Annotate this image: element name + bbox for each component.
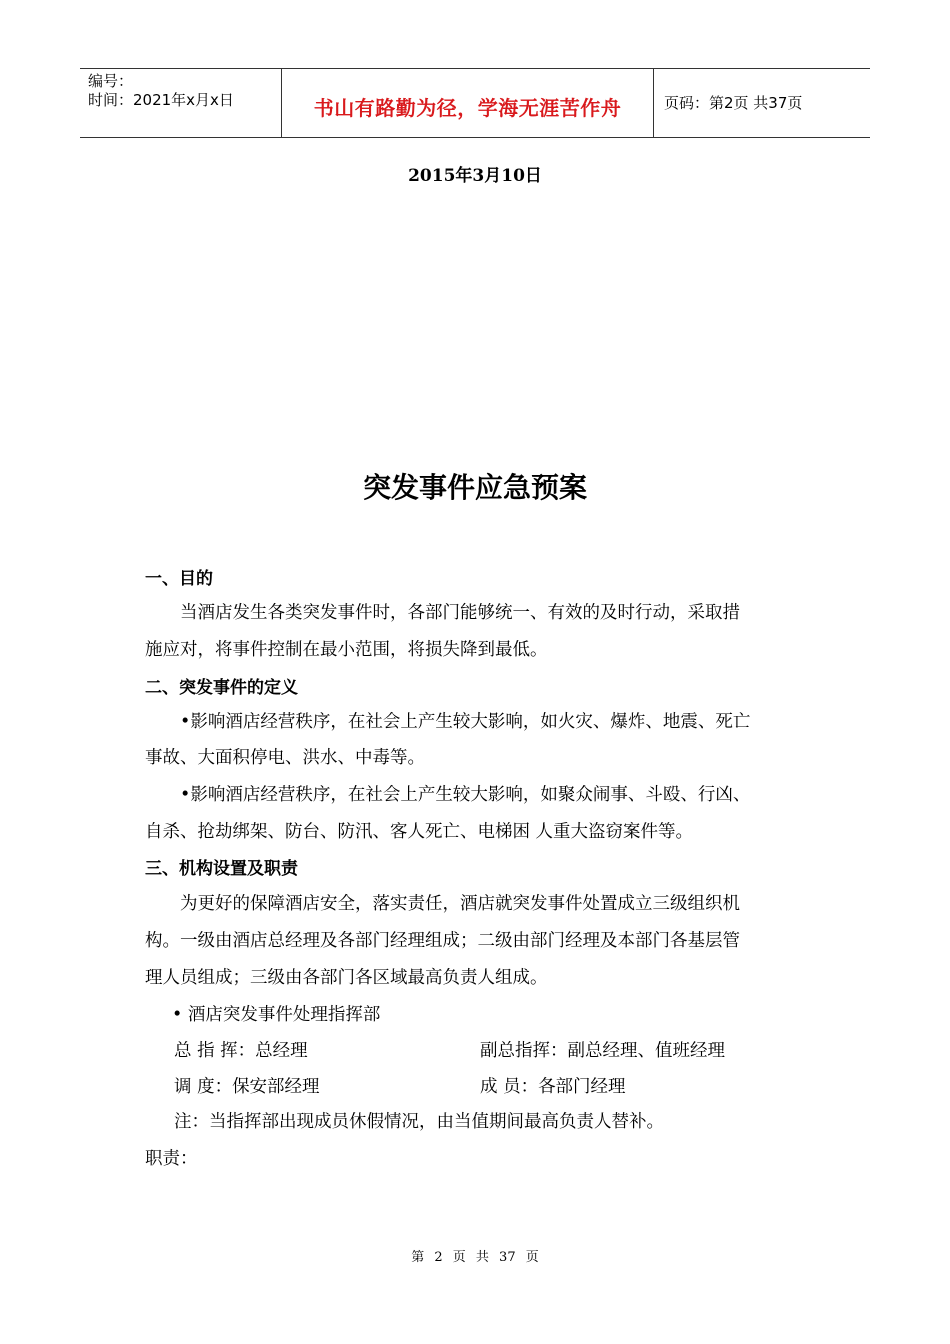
note-line: 注：当指挥部出现成员休假情况，由当值期间最高负责人替补。 <box>174 1112 664 1132</box>
number-label: 编号： <box>88 72 134 90</box>
vice-commander-line: 副总指挥：副总经理、值班经理 <box>480 1041 725 1061</box>
paragraph-line: 理人员组成；三级由各部门各区域最高负责人组成。 <box>145 968 548 988</box>
sub-heading-command: • 酒店突发事件处理指挥部 <box>172 1005 381 1025</box>
bullet-line: •影响酒店经营秩序，在社会上产生较大影响，如火灾、爆炸、地震、死亡 <box>180 712 751 732</box>
time-label: 时间：2021年x月x日 <box>88 91 234 109</box>
paragraph-line: 自杀、抢劫绑架、防台、防汛、客人死亡、电梯困 人重大盗窃案件等。 <box>145 822 694 842</box>
header-page-cell <box>654 69 870 137</box>
commander-line: 总 指 挥：总经理 <box>174 1041 308 1061</box>
header-motto-cell <box>282 69 654 137</box>
header-meta-cell <box>80 69 282 137</box>
header-table <box>80 68 870 138</box>
motto: 书山有路勤为径，学海无涯苦作舟 <box>313 96 622 120</box>
paragraph-line: 构。一级由酒店总经理及各部门经理组成；二级由部门经理及本部门各基层管 <box>145 931 740 951</box>
section-heading-definition: 二、突发事件的定义 <box>145 678 298 698</box>
paragraph-line: 为更好的保障酒店安全，落实责任，酒店就突发事件处置成立三级组织机 <box>180 894 740 914</box>
page-footer: 第 2 页 共 37 页 <box>411 1250 539 1265</box>
paragraph-line: 事故、大面积停电、洪水、中毒等。 <box>145 748 425 768</box>
dispatcher-line: 调 度：保安部经理 <box>174 1077 320 1097</box>
document-date: 2015年3月10日 <box>408 166 542 186</box>
paragraph-line: 施应对，将事件控制在最小范围，将损失降到最低。 <box>145 640 548 660</box>
bullet-line: •影响酒店经营秩序，在社会上产生较大影响，如聚众闹事、斗殴、行凶、 <box>180 785 751 805</box>
duties-label: 职责： <box>145 1149 198 1169</box>
members-line: 成 员：各部门经理 <box>480 1077 626 1097</box>
page-info: 页码：第2页 共37页 <box>664 94 803 112</box>
document-title: 突发事件应急预案 <box>362 471 587 504</box>
paragraph-line: 当酒店发生各类突发事件时，各部门能够统一、有效的及时行动，采取措 <box>180 603 740 623</box>
section-heading-purpose: 一、目的 <box>145 569 213 589</box>
section-heading-organization: 三、机构设置及职责 <box>145 859 298 879</box>
